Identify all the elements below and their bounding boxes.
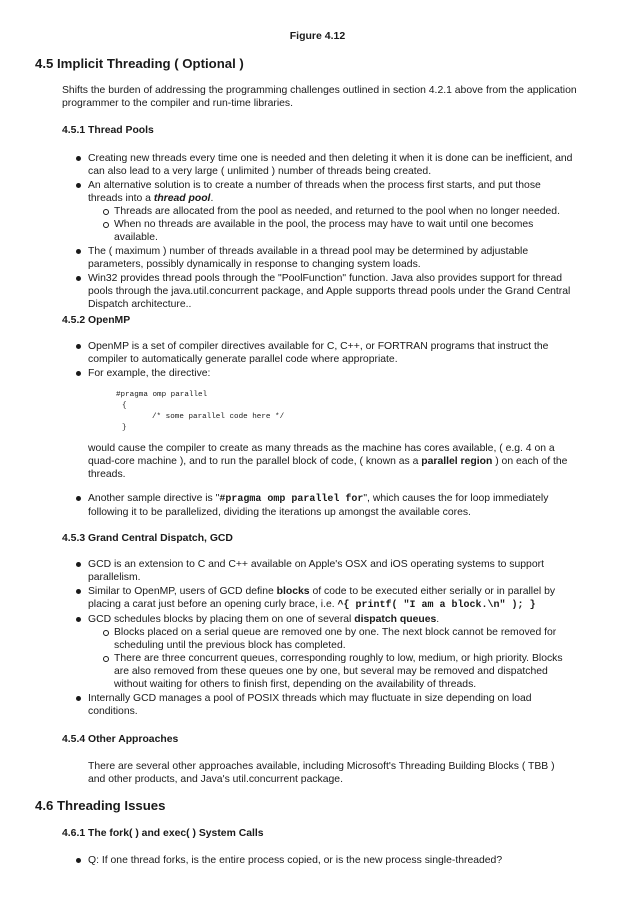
list-item-text: . [436,614,440,625]
list-item-text: Q: If one thread forks, is the entire process copied, or is the new process single-threaded? [88,855,503,866]
list-item [88,152,578,178]
list-item [88,179,578,244]
section-heading-4-5-4: 4.5.4 Other Approaches [62,734,179,745]
gcd-list [88,558,578,719]
blocks-term: blocks [276,586,310,597]
list-item [88,492,578,519]
section-heading-4-5-1: 4.5.1 Thread Pools [62,125,154,136]
list-item [88,245,578,271]
list-item-text: GCD schedules blocks by placing them on one of several [88,614,355,625]
gcd-sublist [114,626,578,691]
list-item-text: Creating new threads every time one is needed and then deleting it when it is done can be inefficient, and can also lead to a very large ( unlimited ) number of threads being created. [88,153,573,177]
parallel-region-term: parallel region [421,456,493,467]
other-approaches-text: There are several other approaches available, including Microsoft's Threading Building Blocks ( TBB ) and other products, and Java's util.concurrent package. [88,761,555,785]
dispatch-queues-term: dispatch queues [354,614,437,625]
sub-list-item-text: When no threads are available in the pool, the process may have to wait until one becomes available. [114,219,534,243]
list-item-text: Internally GCD manages a pool of POSIX threads which may fluctuate in size depending on load conditions. [88,693,532,717]
list-item [88,854,578,867]
list-item-text: An alternative solution is to create a number of threads when the process first starts, and put those threads into a [88,180,541,204]
code-line: #pragma omp parallel [116,391,208,399]
list-item-text: . [210,193,214,204]
code-line: } [122,424,127,432]
openmp-list [88,340,578,381]
section-4-5-intro: Shifts the burden of addressing the programming challenges outlined in section 4.2.1 above from the application programmer to the compiler and run-time libraries. [62,85,577,109]
inline-code: #pragma omp parallel for [219,494,364,505]
code-block [116,390,284,434]
fork-exec-list [88,854,578,868]
list-item [88,558,578,584]
list-item [88,613,578,691]
list-item [88,585,578,612]
sub-list-item [114,652,578,691]
list-item-text: Similar to OpenMP, users of GCD define [88,586,277,597]
sub-list-item-text: There are three concurrent queues, corresponding roughly to low, medium, or high priority. Blocks are also removed from these queues one by one, but several may be removed and dispatched without waiting for others to finish first, depending on the availability of threads. [114,653,563,690]
openmp-explanation [88,442,568,481]
list-item [88,340,578,366]
sub-list-item-text: Threads are allocated from the pool as needed, and returned to the pool when no longer needed. [114,206,560,217]
list-item [88,692,578,718]
inline-code: ^{ printf( "I am a block.\n" ); } [337,600,536,611]
code-line: { [122,402,127,410]
paragraph-text: ) on each of the threads. [88,456,568,480]
section-heading-4-5-3: 4.5.3 Grand Central Dispatch, GCD [62,533,233,544]
list-item-text: Win32 provides thread pools through the "PoolFunction" function. Java also provides support for thread pools through the java.util.concurrent package, and Apple supports thread pools under the Grand Central Dispatch architecture.. [88,273,571,310]
list-item-text: Another sample directive is " [88,493,220,504]
list-item-text: OpenMP is a set of compiler directives available for C, C++, or FORTRAN programs that instruct the compiler to automatically generate parallel code where appropriate. [88,341,549,365]
list-item-text: ", which causes the for loop immediately following it to be parallelized, dividing the iterations up amongst the available cores. [88,493,549,518]
thread-pool-term: thread pool [153,193,211,204]
list-item-text: For example, the directive: [88,368,211,379]
section-heading-4-5: 4.5 Implicit Threading ( Optional ) [35,56,244,71]
list-item-text: The ( maximum ) number of threads available in a thread pool may be determined by adjustable parameters, possibly dynamically in response to changing system loads. [88,246,529,270]
thread-pools-list [88,152,578,312]
section-heading-4-6: 4.6 Threading Issues [35,798,166,813]
list-item [88,367,578,380]
list-item-text: GCD is an extension to C and C++ available on Apple's OSX and iOS operating systems to support parallelism. [88,559,544,583]
sub-list-item-text: Blocks placed on a serial queue are removed one by one. The next block cannot be removed for scheduling until the previous block has completed. [114,627,557,651]
figure-caption: Figure 4.12 [289,30,346,42]
sub-list-item [114,218,578,244]
section-heading-4-6-1: 4.6.1 The fork( ) and exec( ) System Calls [62,828,264,839]
sub-list-item [114,205,578,218]
sub-list-item [114,626,578,652]
code-line: /* some parallel code here */ [152,413,285,421]
section-heading-4-5-2: 4.5.2 OpenMP [62,315,131,326]
thread-pool-sublist [114,205,578,244]
list-item-text: of code to be executed either serially or in parallel by placing a carat just before an opening curly brace, i.e. [88,586,556,610]
list-item [88,272,578,311]
openmp-list-2 [88,492,578,520]
paragraph-text: would cause the compiler to create as many threads as the machine has cores available, ( e.g. 4 on a quad-core machine ), and to run the parallel block of code, ( known as a [88,443,555,467]
